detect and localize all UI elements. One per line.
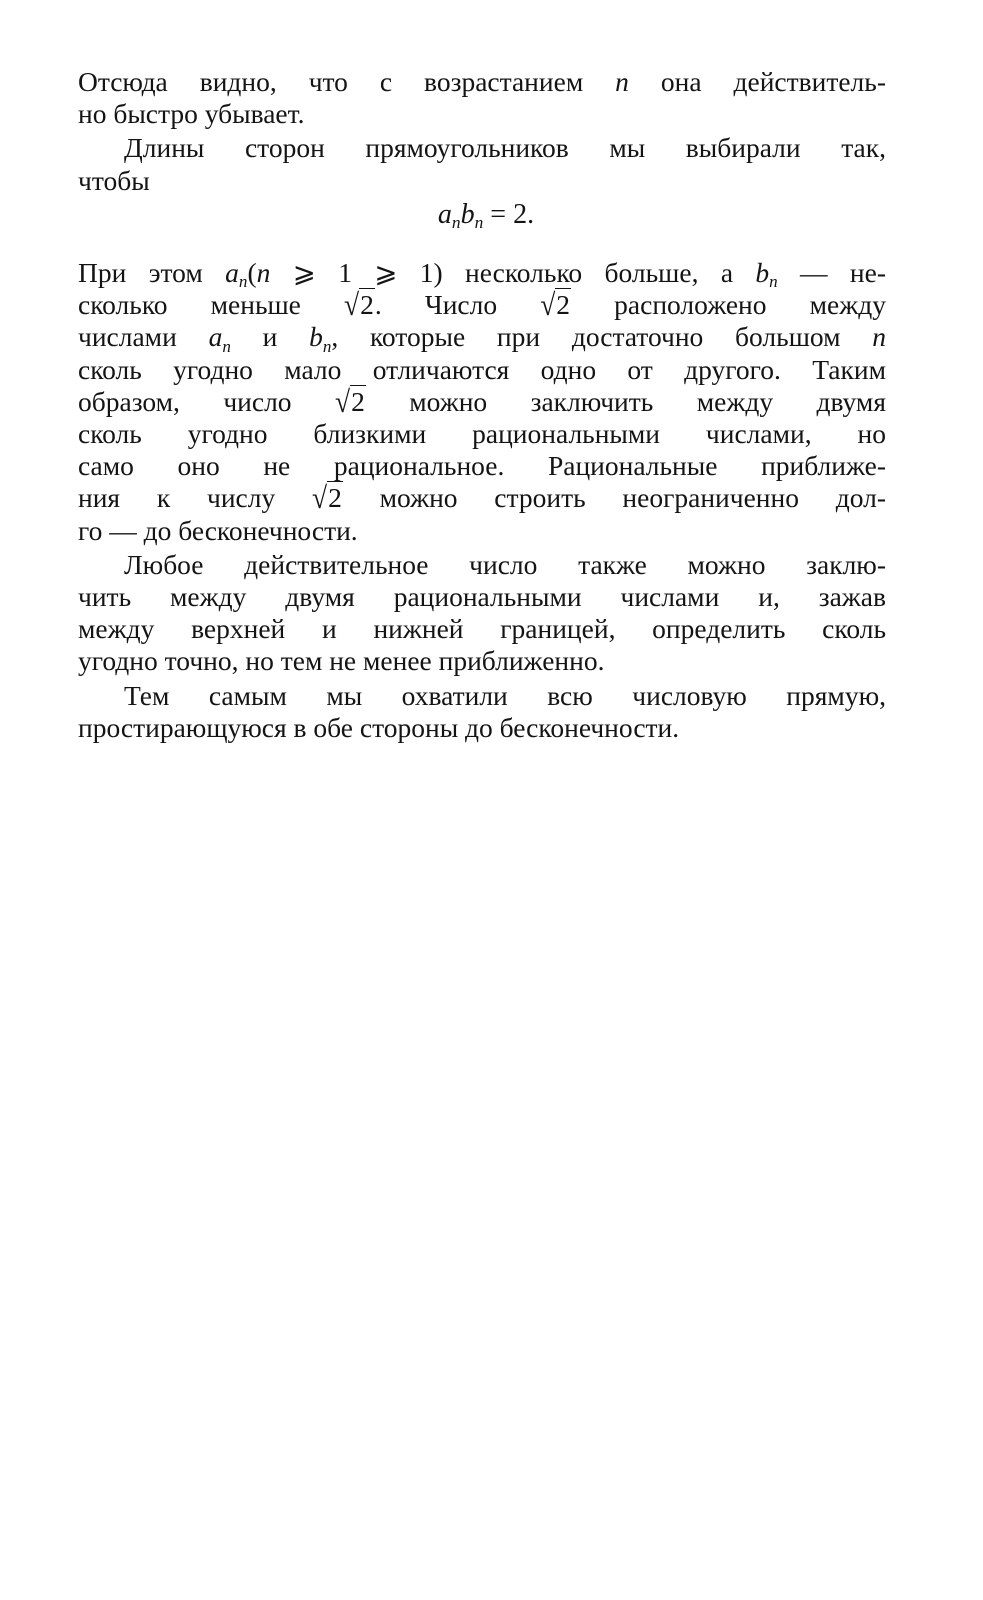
sqrt-radicand: 2 [328, 482, 342, 514]
paragraph-5 [78, 680, 886, 744]
text-segment: числами [78, 321, 209, 353]
math-n: n [615, 66, 629, 97]
text-segment: ( [247, 257, 257, 289]
text-segment: расположено между [571, 289, 886, 321]
math-one: 1 [338, 257, 352, 289]
math-n: n [872, 321, 887, 353]
math-a: a [437, 198, 452, 230]
sqrt-two [311, 480, 343, 516]
text-segment: можно заключить между двумя [365, 385, 886, 417]
paragraph-4 [78, 549, 886, 678]
text-line: Тем самым мы охватили всю числовую прямую, [124, 679, 886, 711]
math-b: b [460, 198, 475, 230]
text-segment: При этом [78, 257, 226, 289]
sqrt-sign-icon: √ [311, 480, 328, 516]
text-line: само оно не рациональное. Рациональные приближе- [78, 450, 886, 482]
text-line: простирающуюся в обе стороны до бесконечности. [78, 711, 680, 743]
math-a: a [225, 257, 239, 289]
paragraph-2 [78, 132, 886, 196]
text-segment: , которые при достаточно большом [331, 321, 873, 353]
text-line: угодно точно, но тем не менее приближенно. [78, 645, 605, 677]
math-a: a [208, 321, 223, 353]
text-segment: — не- [777, 257, 887, 289]
math-sub-n: n [322, 336, 332, 356]
sqrt-sign-icon: √ [540, 287, 556, 323]
text-line: но быстро убывает. [78, 98, 305, 130]
sqrt-sign-icon: √ [344, 287, 360, 323]
text-line: Длины сторон прямоугольников мы выбирали так, [124, 132, 886, 164]
text-segment: . Число [374, 289, 541, 321]
text-segment: ния к числу [78, 482, 312, 514]
text-segment: ⩾ 1) несколько больше, а [351, 257, 756, 289]
math-sub-n: n [238, 272, 248, 292]
paragraph-1 [78, 66, 886, 130]
text-segment: образом, число [78, 385, 335, 417]
text-line [78, 66, 886, 98]
sqrt-two [344, 287, 375, 323]
math-sub-n: n [222, 336, 231, 356]
paragraph-3 [78, 257, 886, 547]
formula-anbn [78, 199, 886, 231]
page-body [78, 66, 886, 746]
math-sub-n: n [474, 213, 484, 233]
math-n: n [256, 257, 271, 289]
text-line [78, 289, 886, 321]
sqrt-radicand: 2 [556, 289, 571, 321]
text-line [78, 383, 886, 419]
text-line: Любое действительное число также можно заклю- [124, 548, 886, 580]
text-segment: сколько меньше [78, 289, 344, 321]
sqrt-two [540, 287, 571, 323]
sqrt-sign-icon: √ [334, 383, 351, 419]
math-geq: ⩾ [292, 257, 316, 289]
text-line: чить между двумя рациональными числами и, зажав [78, 581, 886, 613]
text-line: сколь угодно мало отличаются одно от другого. Таким [78, 353, 886, 385]
text-line [78, 257, 887, 292]
math-equals-two: = 2. [490, 198, 535, 230]
math-sub-n: n [451, 213, 461, 233]
math-b: b [309, 321, 323, 353]
text-line: го — до бесконечности. [78, 514, 358, 546]
sqrt-radicand: 2 [360, 289, 374, 321]
text-line: сколь угодно близкими рациональными числами, но [78, 418, 886, 450]
text-line: чтобы [78, 164, 150, 196]
math-sub-n: n [769, 272, 778, 292]
text-segment: и [230, 321, 310, 353]
math-b: b [755, 257, 770, 289]
text-segment: можно строить неограниченно дол- [342, 482, 886, 514]
sqrt-radicand: 2 [351, 385, 365, 417]
text-line: между верхней и нижней границей, определить сколь [78, 613, 886, 645]
text-line [78, 321, 887, 356]
text-segment: она действитель- [628, 66, 886, 97]
sqrt-two [334, 383, 366, 419]
text-segment: Отсюда видно, что с возрастанием [78, 66, 616, 97]
text-line [78, 482, 886, 514]
